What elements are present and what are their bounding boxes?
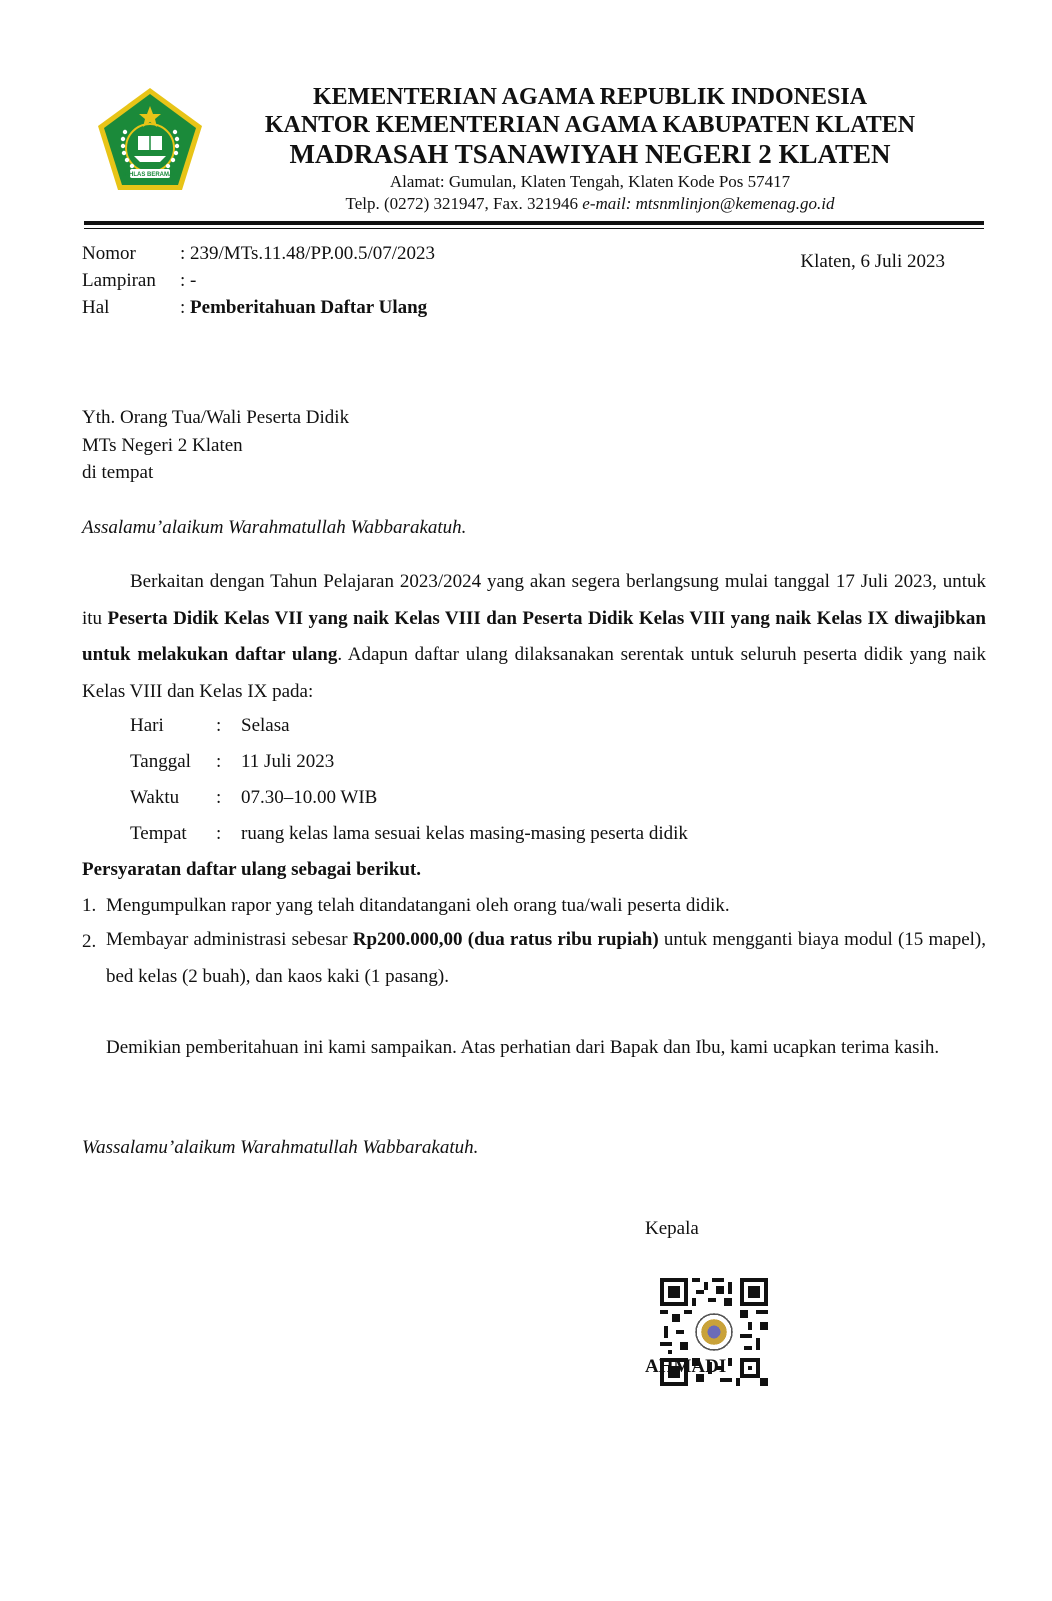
schedule-day-colon: :: [216, 715, 222, 736]
requirement-2-text-b: untuk mengganti biaya modul (15 mapel), bed kelas (2 buah), dan kaos kaki (1 pasang).: [106, 929, 987, 987]
schedule-place-label: Tempat: [130, 823, 187, 844]
logo-caption: IKHLAS BERAMAL: [123, 172, 177, 178]
schedule-date-colon: :: [216, 751, 222, 772]
schedule-place-value: ruang kelas lama sesuai kelas masing-masing peserta didik: [241, 823, 688, 844]
hal-label: Hal: [82, 297, 110, 318]
schedule-time-value: 07.30–10.00 WIB: [241, 787, 378, 808]
lampiran-value: : -: [180, 270, 197, 291]
schedule-place-colon: :: [216, 823, 222, 844]
signature-title: Kepala: [645, 1218, 699, 1239]
closing-paragraph: [82, 1030, 986, 1067]
body-text-b: . Adapun daftar ulang dilaksanakan serentak untuk seluruh peserta didik yang naik Kelas VIII dan Kelas IX pada:: [82, 644, 986, 702]
hal-colon: :: [180, 297, 191, 318]
school-contact: [210, 194, 970, 214]
schedule-date-value: 11 Juli 2023: [241, 751, 335, 772]
farewell: Wassalamu’alaikum Warahmatullah Wabbarakatuh.: [82, 1137, 479, 1158]
signatory-name: AHMADI: [645, 1356, 727, 1377]
hal-value: [180, 294, 427, 322]
body-paragraph: [82, 564, 986, 710]
email-address: e-mail: mtsnmlinjon@kemenag.go.id: [582, 194, 835, 213]
schedule-date-label: Tanggal: [130, 751, 191, 772]
greeting: Assalamu’alaikum Warahmatullah Wabbarakatuh.: [82, 517, 467, 538]
recipient-line-2: MTs Negeri 2 Klaten: [82, 435, 243, 456]
hal-subject: Pemberitahuan Daftar Ulang: [190, 297, 428, 318]
requirement-1-number: 1.: [82, 895, 97, 916]
schedule-time-colon: :: [216, 787, 222, 808]
requirements-heading: Persyaratan daftar ulang sebagai berikut.: [82, 859, 422, 880]
schedule-day-label: Hari: [130, 715, 164, 736]
requirement-2-text: [106, 922, 986, 995]
nomor-label: Nomor: [82, 243, 136, 264]
ministry-title: KEMENTERIAN AGAMA REPUBLIK INDONESIA: [312, 84, 868, 110]
recipient-line-3: di tempat: [82, 462, 154, 483]
requirement-2-number: 2.: [82, 931, 97, 952]
requirement-2-amount: Rp200.000,00 (dua ratus ribu rupiah): [352, 929, 659, 950]
phone-fax: Telp. (0272) 321947, Fax. 321946: [345, 194, 583, 213]
office-title: KANTOR KEMENTERIAN AGAMA KABUPATEN KLATEN: [264, 112, 916, 138]
recipient-line-1: Yth. Orang Tua/Wali Peserta Didik: [82, 407, 350, 428]
closing-text: Demikian pemberitahuan ini kami sampaikan. Atas perhatian dari Bapak dan Ibu, kami ucapkan terima kasih.: [106, 1037, 940, 1058]
schedule-time-label: Waktu: [130, 787, 180, 808]
lampiran-label: Lampiran: [82, 270, 156, 291]
school-address: Alamat: Gumulan, Klaten Tengah, Klaten Kode Pos 57417: [389, 172, 791, 191]
requirement-2-text-a: Membayar administrasi sebesar: [106, 929, 353, 950]
header-rule-thin: [84, 228, 984, 229]
schedule-day-value: Selasa: [241, 715, 290, 736]
header-rule-thick: [84, 221, 984, 225]
kemenag-logo: [94, 86, 206, 196]
letter-date: Klaten, 6 Juli 2023: [800, 251, 945, 272]
body-text-bold: Peserta Didik Kelas VII yang naik Kelas VIII dan Peserta Didik Kelas VIII yang naik Kelas IX diwajibkan untuk melakukan daftar ulang: [82, 607, 986, 665]
requirement-1-text: Mengumpulkan rapor yang telah ditandatangani oleh orang tua/wali peserta didik.: [106, 895, 730, 916]
school-title: MADRASAH TSANAWIYAH NEGERI 2 KLATEN: [289, 139, 891, 169]
nomor-value: : 239/MTs.11.48/PP.00.5/07/2023: [180, 243, 436, 264]
body-text-a: Berkaitan dengan Tahun Pelajaran 2023/2024 yang akan segera berlangsung mulai tanggal 17 Juli 2023, untuk itu: [82, 571, 986, 629]
